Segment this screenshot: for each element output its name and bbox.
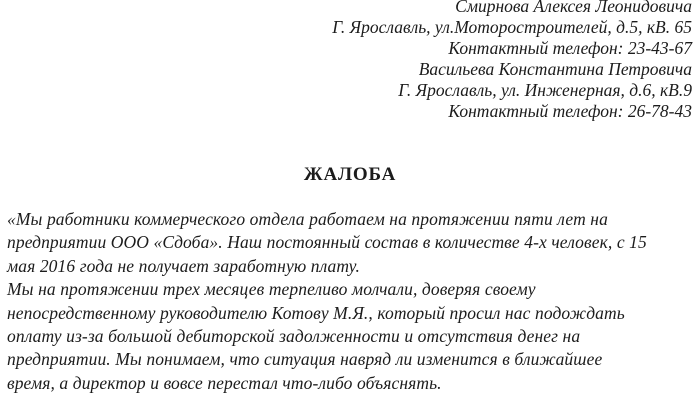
body-line: предприятии ООО «Сдоба». Наш постоянный состав в количестве 4-х человек, с 15 [7, 232, 647, 253]
body-line: предприятии. Мы понимаем, что ситуация навряд ли изменится в ближайшее [7, 349, 603, 370]
body-line: непосредственному руководителю Котову М.Я., который просил нас подождать [7, 302, 625, 323]
body-line: время, а директор и вовсе перестал что-либо объяснять. [7, 372, 442, 393]
body-line: Мы на протяжении трех месяцев терпеливо молчали, доверяя своему [7, 279, 536, 300]
body-line: оплату из-за большой дебиторской задолженности и отсутствия денег на [7, 326, 581, 347]
complaint-body-text [7, 208, 696, 395]
applicant-phone: Контактный телефон: 26-78-43 [448, 101, 692, 121]
applicant-phone: Контактный телефон: 23-43-67 [448, 38, 692, 58]
applicant-address: Г. Ярославль, ул.Моторостроителей, д.5, кВ. 65 [332, 17, 692, 37]
body-line: мая 2016 года не получает заработную плату. [7, 255, 360, 276]
applicants-info-block [332, 0, 692, 122]
applicant-name: Смирнова Алексея Леонидовича [455, 0, 692, 16]
body-line: «Мы работники коммерческого отдела работаем на протяжении пяти лет на [7, 209, 608, 229]
applicant-address: Г. Ярославль, ул. Инженерная, д.6, кВ.9 [398, 80, 692, 100]
document-title: ЖАЛОБА [303, 164, 397, 185]
applicant-name: Васильева Константина Петровича [418, 59, 692, 79]
